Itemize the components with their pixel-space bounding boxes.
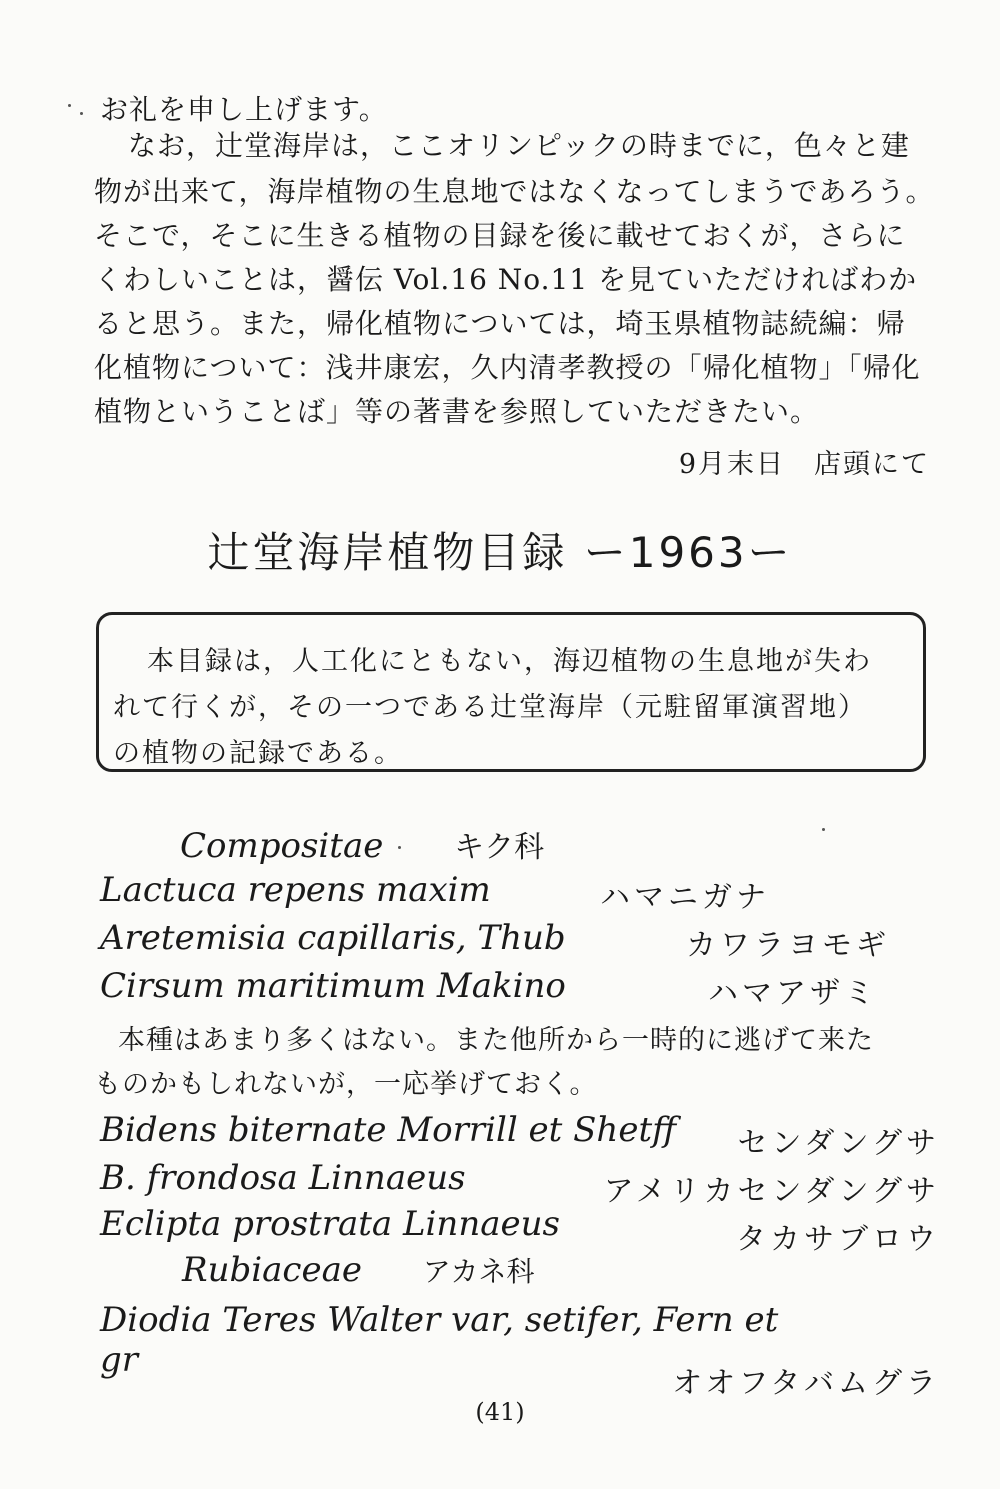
family-name-rubiaceae (182, 1250, 535, 1290)
catalog-title: 辻堂海岸植物目録 ー1963ー (207, 528, 793, 577)
scan-speck (822, 828, 825, 831)
species-sci-name: Lactuca repens maxim (100, 870, 491, 910)
species-sci-name: B. frondosa Linnaeus (100, 1158, 466, 1198)
species-row (100, 918, 940, 962)
species-row (100, 870, 940, 914)
species-jp-name: ハマアザミ (708, 976, 878, 1011)
intro-line-8: 植物ということば」等の著書を参照していただきたい。 (94, 395, 820, 428)
scan-speck (398, 846, 401, 849)
species-row (100, 1158, 940, 1209)
family-sci-name: Compositae (180, 826, 384, 866)
sign-off-date: 9月末日 店頭にて (678, 449, 930, 480)
family-jp-name: キク科 (454, 830, 545, 865)
species-row (100, 1204, 940, 1257)
species-sci-name: Bidens biternate Morrill et Shetff (100, 1110, 677, 1150)
note-line-1: 本種はあまり多くはない。また他所から一時的に逃げて来た (118, 1025, 874, 1056)
species-sci-name: Eclipta prostrata Linnaeus (100, 1204, 560, 1244)
scan-speck (68, 104, 71, 107)
preface-line-2: れて行くが，その一つである辻堂海岸（元駐留軍演習地） (113, 692, 867, 723)
intro-line-1: お礼を申し上げます。 (100, 93, 388, 126)
family-name-compositae (180, 822, 544, 866)
species-sci-name: Diodia Teres Walter var, setifer, Fern et (100, 1300, 779, 1340)
species-jp-name: ハマニガナ (600, 880, 770, 915)
intro-line-3: 物が出来て，海岸植物の生息地ではなくなってしまうであろう。 (94, 175, 935, 208)
species-jp-name: カワラヨモギ (686, 928, 890, 963)
preface-box (96, 612, 926, 772)
species-row (100, 966, 940, 1010)
preface-line-1: 本目録は，人工化にともない，海辺植物の生息地が失わ (147, 646, 872, 677)
intro-line-5: くわしいことは，醤伝 Vol.16 No.11 を見ていただければわか (94, 263, 918, 296)
species-sci-name: Cirsum maritimum Makino (100, 966, 566, 1006)
intro-line-7: 化植物について：浅井康宏，久内清孝教授の「帰化植物」「帰化 (94, 351, 921, 384)
intro-line-2: なお，辻堂海岸は，ここオリンピックの時までに，色々と建 (128, 129, 910, 162)
species-sci-name: Aretemisia capillaris, Thub (100, 918, 566, 958)
species-jp-name: オオフタバムグラ (672, 1366, 940, 1401)
note-line-2: ものかもしれないが，一応挙げておく。 (94, 1069, 598, 1100)
species-row (100, 1110, 940, 1161)
family-sci-name: Rubiaceae (182, 1250, 362, 1290)
preface-line-3: の植物の記録である。 (113, 738, 403, 769)
intro-line-4: そこで，そこに生きる植物の目録を後に載せておくが，さらに (94, 219, 906, 252)
scan-speck (80, 112, 83, 115)
family-jp-name: アカネ科 (422, 1255, 535, 1288)
page-number: (41) (475, 1398, 525, 1426)
species-jp-name: アメリカセンダングサ (603, 1174, 940, 1209)
intro-line-6: ると思う。また，帰化植物については，埼玉県植物誌続編：帰 (94, 307, 906, 340)
species-sci-name-continued: gr (100, 1340, 139, 1380)
species-row (100, 1300, 940, 1344)
species-jp-name: タカサブロウ (736, 1222, 940, 1257)
species-jp-name: センダングサ (737, 1126, 940, 1161)
